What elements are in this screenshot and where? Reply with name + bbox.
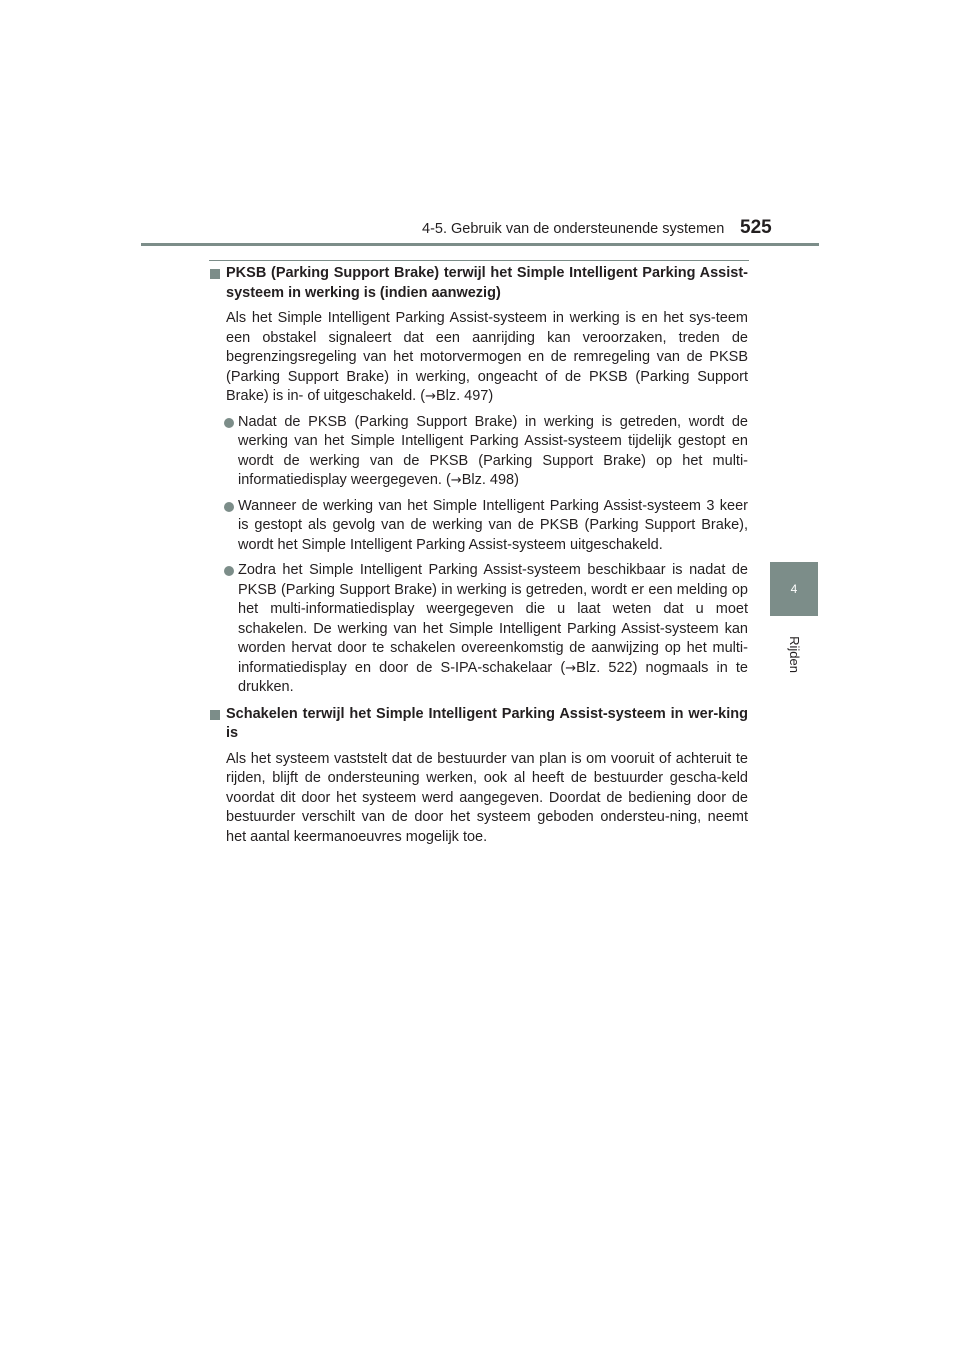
content-top-divider bbox=[209, 260, 749, 261]
section-title-text: PKSB (Parking Support Brake) terwijl het Simple Intelligent Parking Assist-systeem in werking is (indien aanwezig) bbox=[226, 265, 748, 301]
section-paragraph: Als het systeem vaststelt dat de bestuurder van plan is om vooruit of achteruit te rijden, blijft de ondersteuning werken, ook al heeft de bestuurder gescha-keld voordat dit door het systeem werd aangegeven. Doordat de bediening door de bestuurder verschilt van de door het systeem geboden ondersteu-ning, neemt het aantal keermanoeuvres mogelijk toe. bbox=[226, 750, 748, 845]
square-bullet-icon bbox=[210, 710, 220, 720]
chapter-tab bbox=[770, 562, 818, 616]
section-title-text: Schakelen terwijl het Simple Intelligent Parking Assist-systeem in wer-king is bbox=[226, 705, 748, 741]
list-item bbox=[210, 561, 748, 698]
circle-bullet-icon bbox=[224, 502, 234, 512]
header-section-title: 4-5. Gebruik van de ondersteunende systemen bbox=[422, 221, 725, 237]
page-reference: Blz. 498) bbox=[461, 472, 519, 488]
chapter-label-wrapper bbox=[770, 628, 818, 680]
page-reference: Blz. 497) bbox=[435, 388, 494, 404]
list-item bbox=[210, 497, 748, 556]
section-title bbox=[210, 705, 748, 744]
list-item-text: Zodra het Simple Intelligent Parking Assist-systeem beschikbaar is nadat de PKSB (Parking Support Brake) in werking is getreden, wordt er een melding op het multi-informatiedisplay weergegeven die u laat weten dat u moet schakelen. De werking van het Simple Intelligent Parking Assist-systeem kan worden hervat door te schakelen overeenkomstig de aanwijzing op het multi-informatiedisplay en door de S-IPA-schakelaar ( bbox=[238, 562, 748, 676]
square-bullet-icon bbox=[210, 269, 220, 279]
page-number: 525 bbox=[740, 217, 772, 238]
arrow-icon: → bbox=[450, 473, 462, 488]
list-item-text: Wanneer de werking van het Simple Intelligent Parking Assist-systeem 3 keer is gestopt als gevolg van de werking van de PKSB (Parking Support Brake), wordt het Simple Intelligent Parking Assist-systeem uitgeschakeld. bbox=[238, 497, 748, 553]
page-reference: Blz. 522) nogmaals in te drukken. bbox=[238, 659, 748, 695]
list-item-text: Nadat de PKSB (Parking Support Brake) in werking is getreden, wordt de werking van het Simple Intelligent Parking Assist-systeem tijdelijk gestopt en wordt de werking van de PKSB (Parking Support Brake) op het multi-informatiedisplay weergegeven. ( bbox=[238, 413, 748, 488]
section-schakelen bbox=[210, 705, 748, 848]
arrow-icon: → bbox=[565, 660, 577, 676]
paragraph-text: Als het Simple Intelligent Parking Assist-systeem in werking is en het sys-teem een obstakel signaleert dat een aanrijding kan veroorzaken, treden de begrenzingsregeling van het motorvermogen en de remregeling van de PKSB (Parking Support Brake) in werking, ongeacht of de PKSB (Parking Support Brake) is in- of uitgeschakeld. ( bbox=[226, 310, 748, 404]
chapter-number: 4 bbox=[790, 582, 798, 596]
circle-bullet-icon bbox=[224, 566, 234, 576]
page-content bbox=[210, 264, 748, 852]
section-pksb bbox=[210, 264, 748, 698]
chapter-label: Rijden bbox=[786, 635, 802, 673]
list-item bbox=[210, 413, 748, 491]
section-title bbox=[210, 264, 748, 303]
section-paragraph bbox=[210, 309, 748, 407]
arrow-icon: → bbox=[425, 389, 436, 404]
circle-bullet-icon bbox=[224, 418, 234, 428]
header-divider bbox=[141, 243, 819, 246]
